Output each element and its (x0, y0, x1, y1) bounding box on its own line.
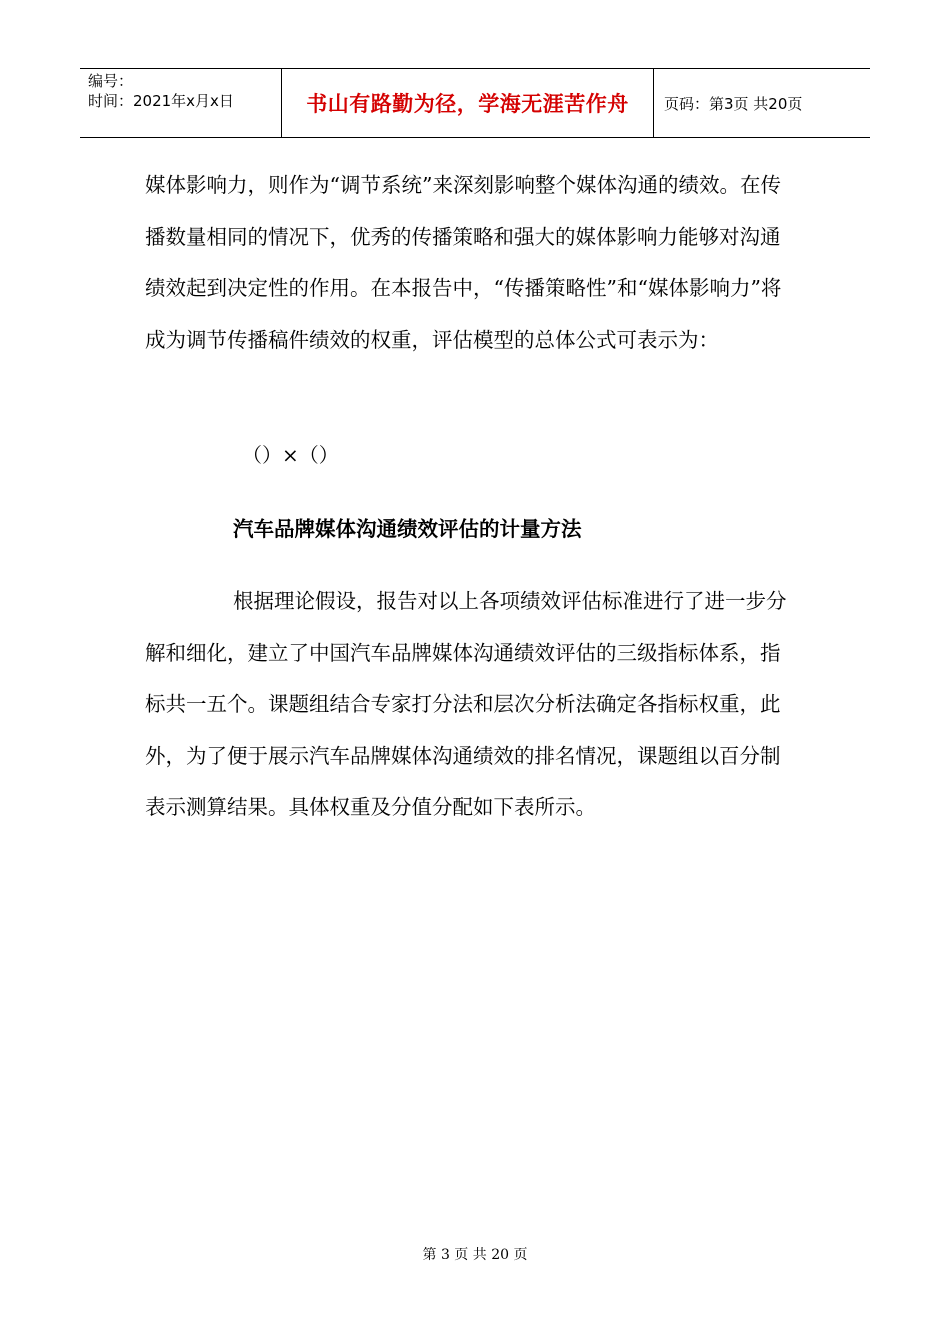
number-label: 编号： (88, 72, 134, 90)
header-motto: 书山有路勤为径，学海无涯苦作舟 (282, 69, 654, 137)
paragraph-2: 根据理论假设，报告对以上各项绩效评估标准进行了进一步分解和细化，建立了中国汽车品牌媒体沟通绩效评估的三级指标体系，指标共一五个。课题组结合专家打分法和层次分析法确定各指标权重，此外，为了便于展示汽车品牌媒体沟通绩效的排名情况，课题组以百分制表示测算结果。具体权重及分值分配如下表所示。 (145, 589, 787, 819)
page-header (80, 68, 870, 138)
formula: （）×（） (242, 443, 339, 467)
section-heading: 汽车品牌媒体沟通绩效评估的计量方法 (233, 517, 582, 541)
header-meta-cell (80, 69, 282, 137)
paragraph-1: 媒体影响力，则作为“调节系统”来深刻影响整个媒体沟通的绩效。在传播数量相同的情况下，优秀的传播策略和强大的媒体影响力能够对沟通绩效起到决定性的作用。在本报告中，“传播策略性”和“媒体影响力”将成为调节传播稿件绩效的权重，评估模型的总体公式可表示为： (145, 173, 782, 352)
page-footer: 第 3 页 共 20 页 (422, 1247, 528, 1263)
time-label: 时间：2021年x月x日 (88, 92, 234, 110)
header-page-label: 页码：第3页 共20页 (664, 94, 803, 113)
